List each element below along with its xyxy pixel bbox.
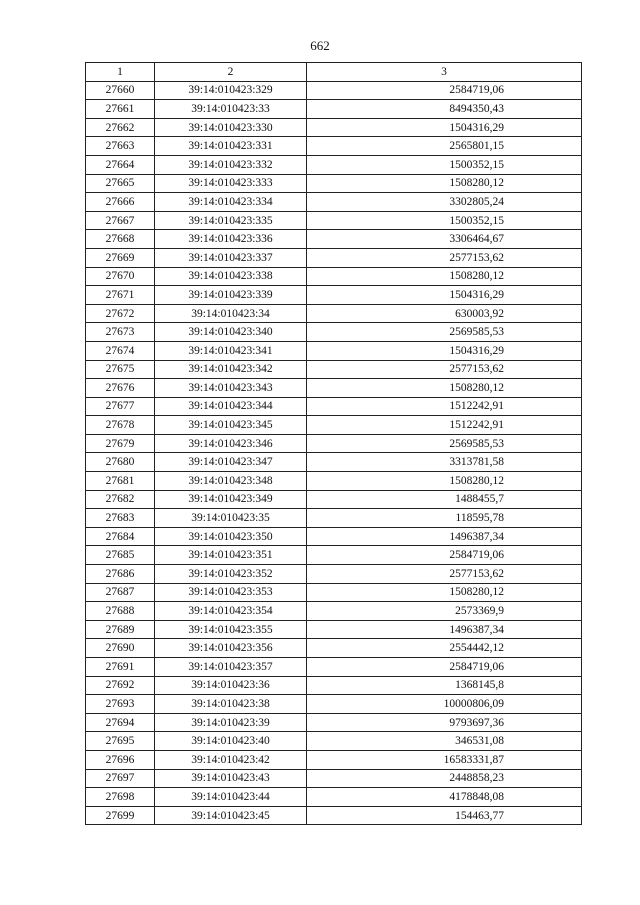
table-row	[86, 658, 582, 677]
table-row	[86, 769, 582, 788]
cadastral-number: 39:14:010423:38	[155, 695, 307, 714]
cadastral-number: 39:14:010423:36	[155, 676, 307, 695]
row-number: 27671	[86, 286, 155, 305]
cadastral-number: 39:14:010423:338	[155, 267, 307, 286]
table-row	[86, 509, 582, 528]
row-number: 27696	[86, 750, 155, 769]
table-header-row	[86, 63, 582, 82]
table-row	[86, 81, 582, 100]
cadastral-value: 118595,78	[307, 509, 582, 528]
cadastral-number: 39:14:010423:331	[155, 137, 307, 156]
cadastral-value: 3302805,24	[307, 193, 582, 212]
table-row	[86, 602, 582, 621]
table-row	[86, 788, 582, 807]
row-number: 27667	[86, 211, 155, 230]
cadastral-value: 2565801,15	[307, 137, 582, 156]
table-row	[86, 341, 582, 360]
cadastral-value: 1512242,91	[307, 397, 582, 416]
cadastral-value: 1500352,15	[307, 155, 582, 174]
table-row	[86, 416, 582, 435]
row-number: 27679	[86, 434, 155, 453]
table-row	[86, 713, 582, 732]
cadastral-value: 1504316,29	[307, 118, 582, 137]
cadastral-value: 1496387,34	[307, 620, 582, 639]
cadastral-number: 39:14:010423:350	[155, 527, 307, 546]
row-number: 27668	[86, 230, 155, 249]
row-number: 27664	[86, 155, 155, 174]
cadastral-value: 2577153,62	[307, 360, 582, 379]
row-number: 27661	[86, 100, 155, 119]
cadastral-number: 39:14:010423:34	[155, 304, 307, 323]
cadastral-value: 2577153,62	[307, 248, 582, 267]
cadastral-number: 39:14:010423:349	[155, 490, 307, 509]
table-row	[86, 806, 582, 825]
cadastral-number: 39:14:010423:354	[155, 602, 307, 621]
cadastral-number: 39:14:010423:357	[155, 658, 307, 677]
cadastral-number: 39:14:010423:39	[155, 713, 307, 732]
cadastral-number: 39:14:010423:341	[155, 341, 307, 360]
cadastral-number: 39:14:010423:356	[155, 639, 307, 658]
table-row	[86, 230, 582, 249]
cadastral-number: 39:14:010423:346	[155, 434, 307, 453]
cadastral-value: 1508280,12	[307, 379, 582, 398]
row-number: 27684	[86, 527, 155, 546]
cadastral-number: 39:14:010423:332	[155, 155, 307, 174]
cadastral-value: 16583331,87	[307, 750, 582, 769]
table-row	[86, 267, 582, 286]
cadastral-value: 1512242,91	[307, 416, 582, 435]
cadastral-value: 1488455,7	[307, 490, 582, 509]
table-row	[86, 527, 582, 546]
table-row	[86, 453, 582, 472]
cadastral-number: 39:14:010423:40	[155, 732, 307, 751]
cadastral-value: 2554442,12	[307, 639, 582, 658]
row-number: 27680	[86, 453, 155, 472]
cadastral-value: 1508280,12	[307, 174, 582, 193]
cadastral-value: 9793697,36	[307, 713, 582, 732]
table-row	[86, 174, 582, 193]
page-number: 662	[310, 38, 330, 53]
cadastral-value: 1504316,29	[307, 341, 582, 360]
cadastral-number: 39:14:010423:351	[155, 546, 307, 565]
row-number: 27685	[86, 546, 155, 565]
cadastral-number: 39:14:010423:33	[155, 100, 307, 119]
row-number: 27663	[86, 137, 155, 156]
cadastral-number: 39:14:010423:352	[155, 565, 307, 584]
row-number: 27693	[86, 695, 155, 714]
cadastral-number: 39:14:010423:340	[155, 323, 307, 342]
row-number: 27660	[86, 81, 155, 100]
row-number: 27678	[86, 416, 155, 435]
table-row	[86, 732, 582, 751]
cadastral-number: 39:14:010423:337	[155, 248, 307, 267]
cadastral-value: 8494350,43	[307, 100, 582, 119]
cadastral-number: 39:14:010423:345	[155, 416, 307, 435]
cadastral-number: 39:14:010423:344	[155, 397, 307, 416]
cadastral-value: 2584719,06	[307, 546, 582, 565]
cadastral-value: 2573369,9	[307, 602, 582, 621]
row-number: 27675	[86, 360, 155, 379]
row-number: 27662	[86, 118, 155, 137]
table-row	[86, 639, 582, 658]
table-row	[86, 323, 582, 342]
cadastral-value: 1508280,12	[307, 267, 582, 286]
cadastral-number: 39:14:010423:43	[155, 769, 307, 788]
cadastral-number: 39:14:010423:347	[155, 453, 307, 472]
row-number: 27683	[86, 509, 155, 528]
cadastral-number: 39:14:010423:35	[155, 509, 307, 528]
cadastral-value: 2569585,53	[307, 323, 582, 342]
table-row	[86, 472, 582, 491]
cadastral-value: 1368145,8	[307, 676, 582, 695]
cadastral-value: 2569585,53	[307, 434, 582, 453]
table-row	[86, 100, 582, 119]
row-number: 27672	[86, 304, 155, 323]
cadastral-number: 39:14:010423:333	[155, 174, 307, 193]
table-row	[86, 193, 582, 212]
column-header-3: 3	[307, 63, 582, 82]
row-number: 27686	[86, 565, 155, 584]
table-row	[86, 676, 582, 695]
cadastral-number: 39:14:010423:343	[155, 379, 307, 398]
table-row	[86, 379, 582, 398]
cadastral-value: 2584719,06	[307, 81, 582, 100]
row-number: 27690	[86, 639, 155, 658]
row-number: 27688	[86, 602, 155, 621]
row-number: 27673	[86, 323, 155, 342]
table-row	[86, 137, 582, 156]
cadastral-value: 1508280,12	[307, 583, 582, 602]
cadastral-value: 3306464,67	[307, 230, 582, 249]
cadastral-number: 39:14:010423:336	[155, 230, 307, 249]
row-number: 27669	[86, 248, 155, 267]
cadastral-value: 2584719,06	[307, 658, 582, 677]
table-row	[86, 360, 582, 379]
row-number: 27695	[86, 732, 155, 751]
table-row	[86, 695, 582, 714]
table-row	[86, 304, 582, 323]
cadastral-number: 39:14:010423:339	[155, 286, 307, 305]
cadastral-value: 4178848,08	[307, 788, 582, 807]
cadastral-number: 39:14:010423:45	[155, 806, 307, 825]
cadastral-number: 39:14:010423:335	[155, 211, 307, 230]
table-row	[86, 248, 582, 267]
table-row	[86, 397, 582, 416]
table-row	[86, 565, 582, 584]
row-number: 27666	[86, 193, 155, 212]
table-row	[86, 546, 582, 565]
table-row	[86, 750, 582, 769]
cadastral-value: 2448858,23	[307, 769, 582, 788]
table-row	[86, 118, 582, 137]
row-number: 27699	[86, 806, 155, 825]
row-number: 27670	[86, 267, 155, 286]
row-number: 27689	[86, 620, 155, 639]
cadastral-number: 39:14:010423:342	[155, 360, 307, 379]
row-number: 27691	[86, 658, 155, 677]
cadastral-number: 39:14:010423:44	[155, 788, 307, 807]
cadastral-value: 630003,92	[307, 304, 582, 323]
row-number: 27697	[86, 769, 155, 788]
table-row	[86, 155, 582, 174]
cadastral-value-table	[85, 62, 582, 825]
row-number: 27676	[86, 379, 155, 398]
table-row	[86, 286, 582, 305]
table-body	[86, 81, 582, 825]
row-number: 27687	[86, 583, 155, 602]
cadastral-value: 2577153,62	[307, 565, 582, 584]
table-row	[86, 211, 582, 230]
row-number: 27692	[86, 676, 155, 695]
cadastral-number: 39:14:010423:353	[155, 583, 307, 602]
cadastral-number: 39:14:010423:329	[155, 81, 307, 100]
cadastral-value: 1500352,15	[307, 211, 582, 230]
row-number: 27665	[86, 174, 155, 193]
cadastral-value: 10000806,09	[307, 695, 582, 714]
table-row	[86, 434, 582, 453]
row-number: 27682	[86, 490, 155, 509]
cadastral-value: 1504316,29	[307, 286, 582, 305]
row-number: 27677	[86, 397, 155, 416]
table-row	[86, 583, 582, 602]
cadastral-number: 39:14:010423:348	[155, 472, 307, 491]
row-number: 27681	[86, 472, 155, 491]
column-header-1: 1	[86, 63, 155, 82]
cadastral-number: 39:14:010423:355	[155, 620, 307, 639]
table-row	[86, 490, 582, 509]
cadastral-number: 39:14:010423:334	[155, 193, 307, 212]
cadastral-number: 39:14:010423:330	[155, 118, 307, 137]
row-number: 27698	[86, 788, 155, 807]
cadastral-value: 3313781,58	[307, 453, 582, 472]
cadastral-value: 154463,77	[307, 806, 582, 825]
cadastral-value: 1508280,12	[307, 472, 582, 491]
cadastral-number: 39:14:010423:42	[155, 750, 307, 769]
cadastral-value: 1496387,34	[307, 527, 582, 546]
table-row	[86, 620, 582, 639]
column-header-2: 2	[155, 63, 307, 82]
cadastral-value: 346531,08	[307, 732, 582, 751]
row-number: 27694	[86, 713, 155, 732]
row-number: 27674	[86, 341, 155, 360]
